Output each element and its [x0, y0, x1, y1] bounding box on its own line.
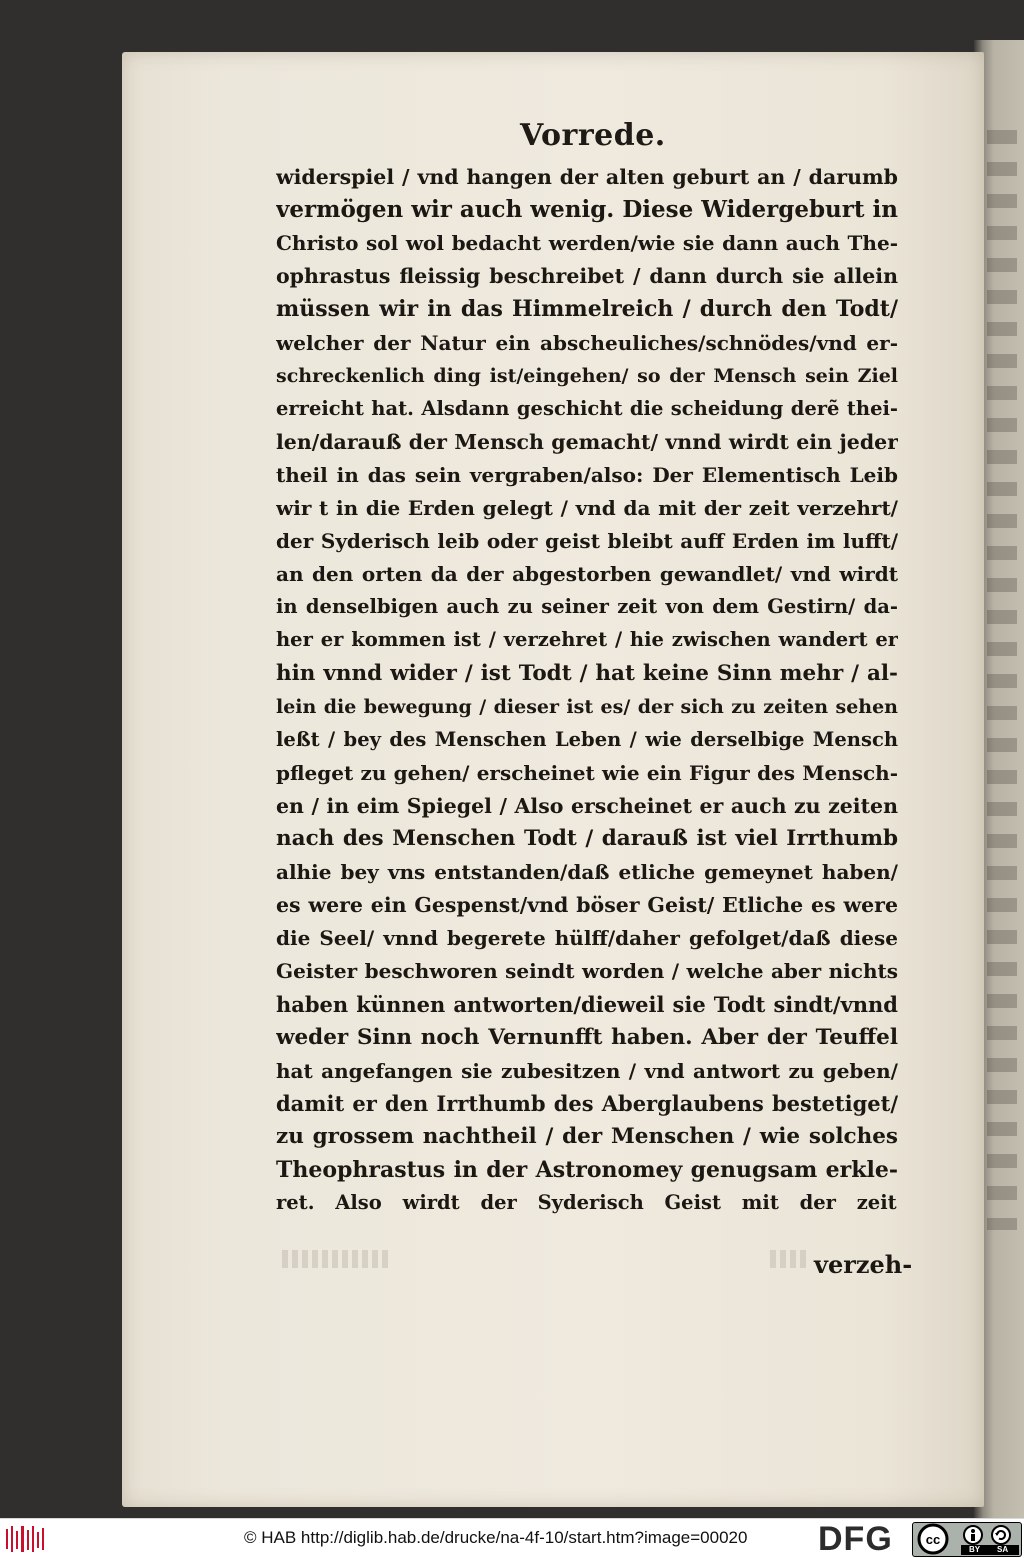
text-line: schreckenlich ding ist/eingehen/ so der Mensch sein Ziel	[276, 365, 898, 387]
svg-text:cc: cc	[925, 1532, 941, 1547]
hab-logo[interactable]	[6, 1526, 46, 1556]
text-line: es were ein Gespenst/vnd böser Geist/ Etliche es were	[276, 893, 898, 917]
catchword: verzeh-	[814, 1250, 913, 1279]
citation-link[interactable]: © HAB http://diglib.hab.de/drucke/na-4f-10/start.htm?image=00020	[244, 1528, 748, 1547]
footer-bar	[0, 1518, 1024, 1558]
text-line: pfleget zu gehen/ erscheinet wie ein Figur des Mensch-	[276, 761, 898, 785]
text-line: an den orten da der abgestorben gewandlet/ vnd wirdt	[276, 562, 898, 586]
running-head: Vorrede.	[520, 118, 666, 153]
text-line: theil in das sein vergraben/also: Der Elementisch Leib	[276, 463, 898, 487]
cc-sa-label: SA	[997, 1545, 1009, 1554]
text-line: len/darauß der Mensch gemacht/ vnnd wirdt ein jeder	[276, 430, 898, 454]
text-line: hat angefangen sie zubesitzen / vnd antwort zu geben/	[276, 1059, 898, 1083]
facing-page-bleed-text	[987, 130, 1017, 1230]
text-line: Theophrastus in der Astronomey genugsam erkle-	[276, 1157, 898, 1183]
dfg-logo[interactable]: DFG	[818, 1520, 893, 1558]
cc-by-label: BY	[969, 1545, 981, 1554]
text-line: damit er den Irrthumb des Aberglaubens bestetiget/	[276, 1091, 898, 1116]
text-line: alhie bey vns entstanden/daß etliche gemeynet haben/	[276, 860, 898, 884]
text-line: weder Sinn noch Vernunfft haben. Aber der Teuffel	[276, 1025, 898, 1050]
text-line: widerspiel / vnd hangen der alten geburt an / darumb	[276, 165, 898, 189]
text-line: nach des Menschen Todt / darauß ist viel Irrthumb	[276, 826, 898, 851]
text-line: Christo sol wol bedacht werden/wie sie dann auch The-	[276, 231, 898, 255]
cc-labels	[961, 1545, 1019, 1555]
text-line: her er kommen ist / verzehret / hie zwischen wandert er	[276, 628, 898, 651]
text-line: haben künnen antworten/dieweil sie Todt sindt/vnnd	[276, 992, 898, 1017]
show-through-text	[770, 1250, 810, 1268]
text-line: lein die bewegung / dieser ist es/ der sich zu zeiten sehen	[276, 696, 898, 718]
text-line: hin vnnd wider / ist Todt / hat keine Sinn mehr / al-	[276, 661, 898, 686]
text-line: die Seel/ vnnd begerete hülff/daher gefolget/daß diese	[276, 926, 898, 950]
text-line: ophrastus fleissig beschreibet / dann durch sie allein	[276, 264, 898, 288]
text-line: Geister beschworen seindt worden / welche aber nichts	[276, 959, 898, 983]
text-line: welcher der Natur ein abscheuliches/schnödes/vnd er-	[276, 331, 898, 355]
text-line: ret. Also wirdt der Syderisch Geist mit der zeit	[276, 1191, 897, 1214]
show-through-text	[282, 1250, 392, 1268]
text-line: müssen wir in das Himmelreich / durch den Todt/	[276, 296, 898, 322]
text-line: erreicht hat. Alsdann geschicht die scheidung derẽ thei-	[276, 397, 898, 420]
text-line: en / in eim Spiegel / Also erscheinet er auch zu zeiten	[276, 794, 898, 818]
text-line: leßt / bey des Menschen Leben / wie derselbige Mensch	[276, 728, 898, 751]
text-line: der Syderisch leib oder geist bleibt auff Erden im lufft/	[276, 529, 898, 553]
text-line: wir t in die Erden gelegt / vnd da mit der zeit verzehrt/	[276, 496, 898, 520]
cc-license-badge[interactable]	[912, 1522, 1022, 1557]
text-line: in denselbigen auch zu seiner zeit von dem Gestirn/ da-	[276, 595, 898, 618]
text-line: zu grossem nachtheil / der Menschen / wie solches	[276, 1124, 898, 1149]
text-line: vermögen wir auch wenig. Diese Widergeburt in	[276, 196, 898, 223]
